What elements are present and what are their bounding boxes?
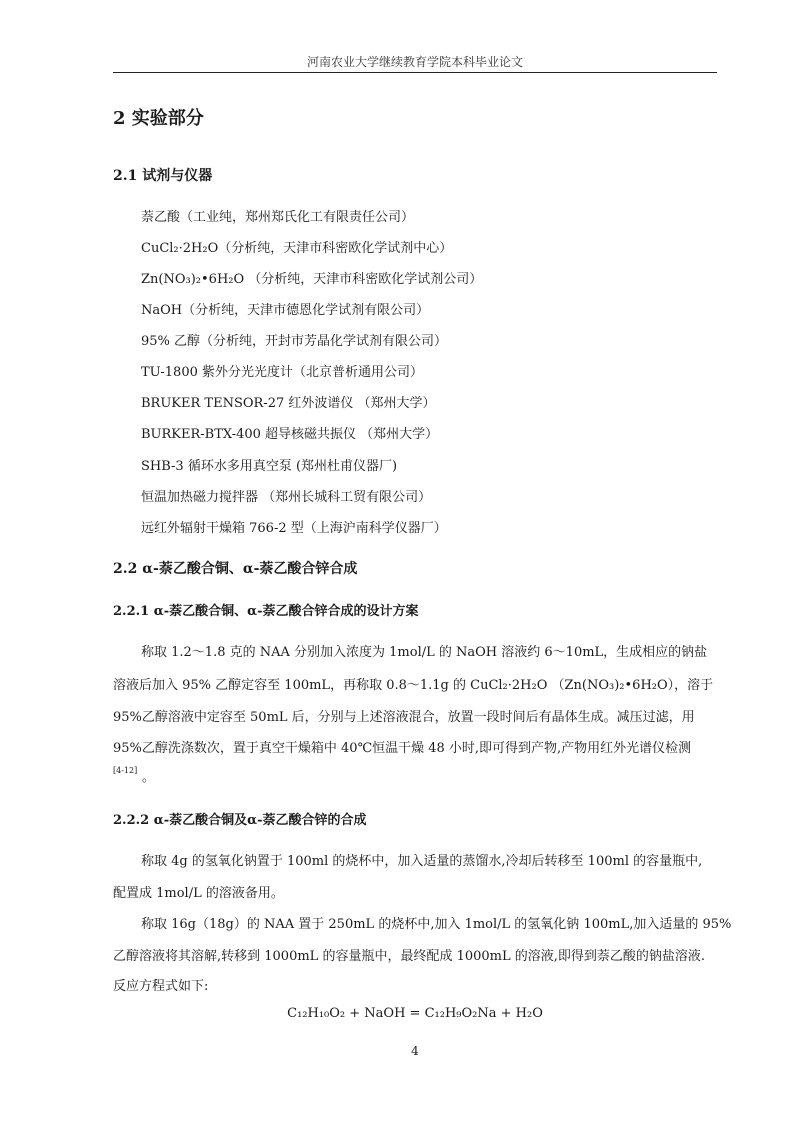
reagent-item: NaOH（分析纯，天津市德恩化学试剂有限公司） [141, 303, 430, 318]
design-heading: 2.2.1 α-萘乙酸合铜、α-萘乙酸合锌合成的设计方案 [113, 604, 419, 619]
reagent-item: 95% 乙醇（分析纯，开封市芳晶化学试剂有限公司） [141, 334, 448, 349]
reagent-item: SHB-3 循环水多用真空泵 (郑州杜甫仪器厂) [141, 459, 398, 474]
citation: [4-12] [113, 766, 138, 775]
reagent-item: 恒温加热磁力搅拌器 （郑州长城科工贸有限公司） [141, 490, 432, 505]
citation-end: 。 [142, 770, 156, 785]
reagent-item: BURKER-BTX-400 超导核磁共振仪 （郑州大学） [141, 427, 439, 442]
header-rule [113, 72, 717, 73]
procedure-text-line: 配置成 1mol/L 的溶液备用。 [113, 886, 284, 901]
reagent-item: BRUKER TENSOR-27 红外波谱仪 （郑州大学） [141, 396, 436, 411]
reagent-item: 萘乙酸（工业纯，郑州郑氏化工有限责任公司） [141, 210, 415, 225]
design-text-line: 95%乙醇溶液中定容至 50mL 后，分别与上述溶液混合，放置一段时间后有晶体生成。减压过滤，用 [113, 710, 695, 725]
reagents-heading: 2.1 试剂与仪器 [113, 168, 213, 184]
reagent-item: Zn(NO₃)₂•6H₂O （分析纯，天津市科密欧化学试剂公司） [141, 272, 483, 287]
design-text-line: 称取 1.2～1.8 克的 NAA 分别加入浓度为 1mol/L 的 NaOH 溶液约 6～10mL，生成相应的钠盐 [141, 645, 708, 660]
running-head: 河南农业大学继续教育学院本科毕业论文 [306, 55, 523, 69]
reagent-item: TU-1800 紫外分光光度计（北京普析通用公司） [141, 365, 424, 380]
reaction-equation: C₁₂H₁₀O₂ + NaOH = C₁₂H₉O₂Na + H₂O [287, 1006, 543, 1021]
reagent-item: 远红外辐射干燥箱 766-2 型（上海沪南科学仪器厂） [141, 521, 447, 536]
procedure-text-line: 称取 16g（18g）的 NAA 置于 250mL 的烧杯中,加入 1mol/L 的氢氧化钠 100mL,加入适量的 95% [141, 917, 732, 932]
design-text-line: 95%乙醇洗涤数次，置于真空干燥箱中 40℃恒温干燥 48 小时,即可得到产物,产物用红外光谱仪检测 [113, 741, 692, 756]
design-text-line: 溶液后加入 95% 乙醇定容至 100mL，再称取 0.8～1.1g 的 CuCl₂·2H₂O （Zn(NO₃)₂•6H₂O），溶于 [113, 678, 714, 693]
synthesis-heading: 2.2 α-萘乙酸合铜、α-萘乙酸合锌合成 [113, 561, 358, 577]
procedure-heading: 2.2.2 α-萘乙酸合铜及α-萘乙酸合锌的合成 [113, 813, 367, 828]
page-number: 4 [411, 1044, 419, 1058]
section-title: 2 实验部分 [113, 108, 204, 129]
procedure-text-line: 乙醇溶液将其溶解,转移到 1000mL 的容量瓶中，最终配成 1000mL 的溶液,即得到萘乙酸的钠盐溶液. [113, 949, 706, 964]
procedure-text-line: 反应方程式如下: [113, 979, 209, 994]
reagent-item: CuCl₂·2H₂O（分析纯，天津市科密欧化学试剂中心） [141, 241, 453, 256]
procedure-text-line: 称取 4g 的氢氧化钠置于 100ml 的烧杯中，加入适量的蒸馏水,冷却后转移至 100ml 的容量瓶中, [141, 854, 703, 869]
